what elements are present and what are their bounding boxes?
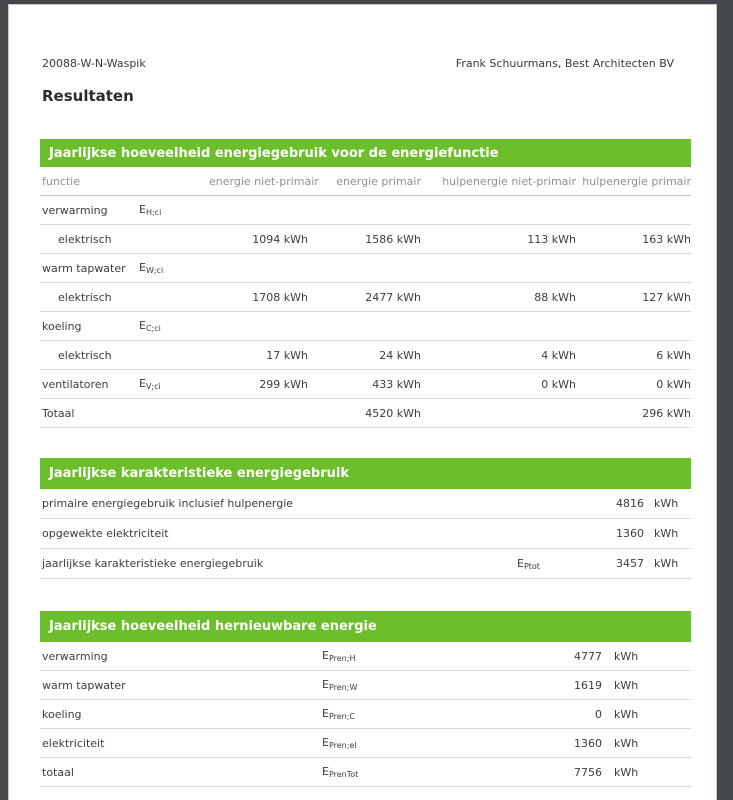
table-row — [40, 729, 691, 758]
table-row — [40, 642, 691, 671]
column-header-energie-primair: energie primair — [336, 174, 421, 188]
row-symbol: $E_{Pren;C}$ — [322, 707, 356, 721]
document-reference: 20088-W-N-Waspik — [42, 57, 146, 70]
table-row-total — [40, 399, 691, 428]
table-row — [40, 254, 691, 283]
row-label: koeling — [42, 707, 82, 721]
cell-value: 0 kWh — [541, 377, 576, 391]
row-label: warm tapwater — [42, 261, 126, 275]
cell-value: 296 kWh — [642, 406, 691, 420]
row-symbol: $E_{H;ci}$ — [139, 203, 162, 217]
section-heading-bar — [40, 139, 691, 167]
row-symbol: $E_{Ptot}$ — [517, 556, 540, 571]
row-label: verwarming — [42, 203, 108, 217]
table-row — [40, 370, 691, 399]
cell-unit: kWh — [614, 765, 639, 779]
table-row — [40, 341, 691, 370]
table-row — [40, 700, 691, 729]
page-title: Resultaten — [42, 87, 134, 105]
table-row-total — [40, 758, 691, 787]
row-label: totaal — [42, 765, 74, 779]
cell-value: 4816 — [616, 497, 644, 510]
cell-value: 0 kWh — [656, 377, 691, 391]
cell-value: 4520 kWh — [365, 406, 421, 420]
cell-unit: kWh — [614, 707, 639, 721]
section-heading: Jaarlijkse karakteristieke energiegebruik — [49, 466, 349, 481]
cell-value: 4 kWh — [541, 348, 576, 362]
row-symbol: $E_{PrenTot}$ — [322, 765, 359, 779]
cell-value: 6 kWh — [656, 348, 691, 362]
cell-value: 1586 kWh — [365, 232, 421, 246]
section-heading-bar — [40, 611, 691, 642]
column-header-energie-niet-primair: energie niet-primair — [209, 174, 319, 188]
cell-value: 1619 — [574, 678, 602, 692]
cell-unit: kWh — [614, 678, 639, 692]
cell-value: 3457 — [616, 557, 644, 570]
cell-unit: kWh — [614, 736, 639, 750]
document-author: Frank Schuurmans, Best Architecten BV — [455, 57, 674, 70]
row-label: ventilatoren — [42, 377, 109, 391]
document-header — [42, 57, 674, 70]
table-row — [40, 549, 691, 579]
table-row — [40, 671, 691, 700]
cell-value: 0 — [595, 707, 602, 721]
table-row — [40, 196, 691, 225]
row-symbol: $E_{V;ci}$ — [139, 377, 161, 391]
table-row — [40, 283, 691, 312]
row-symbol: $E_{Pren;H}$ — [322, 649, 356, 663]
row-symbol: $E_{Pren;el}$ — [322, 736, 357, 750]
cell-value: 4777 — [574, 649, 602, 663]
table-row — [40, 519, 691, 549]
report-page — [8, 4, 717, 800]
cell-unit: kWh — [654, 557, 679, 570]
cell-value: 113 kWh — [527, 232, 576, 246]
cell-value: 2477 kWh — [365, 290, 421, 304]
row-label: primaire energiegebruik inclusief hulpenergie — [42, 497, 294, 510]
cell-value: 299 kWh — [259, 377, 308, 391]
row-label: koeling — [42, 319, 82, 333]
cell-value: 1094 kWh — [252, 232, 308, 246]
column-header-functie: functie — [42, 174, 81, 188]
table-row — [40, 312, 691, 341]
cell-unit: kWh — [654, 527, 679, 540]
section-heading: Jaarlijkse hoeveelheid hernieuwbare energie — [49, 619, 377, 634]
table-row — [40, 225, 691, 254]
row-label: elektrisch — [58, 290, 112, 304]
cell-value: 433 kWh — [372, 377, 421, 391]
cell-value: 24 kWh — [379, 348, 421, 362]
row-symbol: $E_{Pren;W}$ — [322, 678, 358, 692]
row-label: elektrisch — [58, 232, 112, 246]
section-heading: Jaarlijkse hoeveelheid energiegebruik voor de energiefunctie — [49, 145, 499, 161]
section-karakteristieke-energiegebruik — [40, 458, 691, 579]
row-label: jaarlijkse karakteristieke energiegebruik — [42, 557, 264, 570]
cell-value: 17 kWh — [266, 348, 308, 362]
cell-value: 7756 — [574, 765, 602, 779]
cell-value: 88 kWh — [534, 290, 576, 304]
cell-value: 127 kWh — [642, 290, 691, 304]
cell-value: 163 kWh — [642, 232, 691, 246]
cell-value: 1708 kWh — [252, 290, 308, 304]
row-symbol: $E_{W;ci}$ — [139, 261, 164, 275]
table-header-row — [40, 167, 691, 196]
column-header-hulpenergie-niet-primair: hulpenergie niet-primair — [442, 174, 576, 188]
section-heading-bar — [40, 458, 691, 489]
row-label: elektriciteit — [42, 736, 105, 750]
row-label: elektrisch — [58, 348, 112, 362]
cell-value: 1360 — [616, 527, 644, 540]
section-hernieuwbare-energie — [40, 611, 691, 787]
cell-value: 1360 — [574, 736, 602, 750]
row-label: verwarming — [42, 649, 108, 663]
column-header-hulpenergie-primair: hulpenergie primair — [582, 174, 691, 188]
cell-unit: kWh — [654, 497, 679, 510]
row-symbol: $E_{C;ci}$ — [139, 319, 161, 333]
row-label: opgewekte elektriciteit — [42, 527, 169, 540]
table-row — [40, 489, 691, 519]
cell-unit: kWh — [614, 649, 639, 663]
row-label: Totaal — [42, 406, 75, 420]
section-energiegebruik-energiefunctie — [40, 139, 691, 428]
row-label: warm tapwater — [42, 678, 126, 692]
